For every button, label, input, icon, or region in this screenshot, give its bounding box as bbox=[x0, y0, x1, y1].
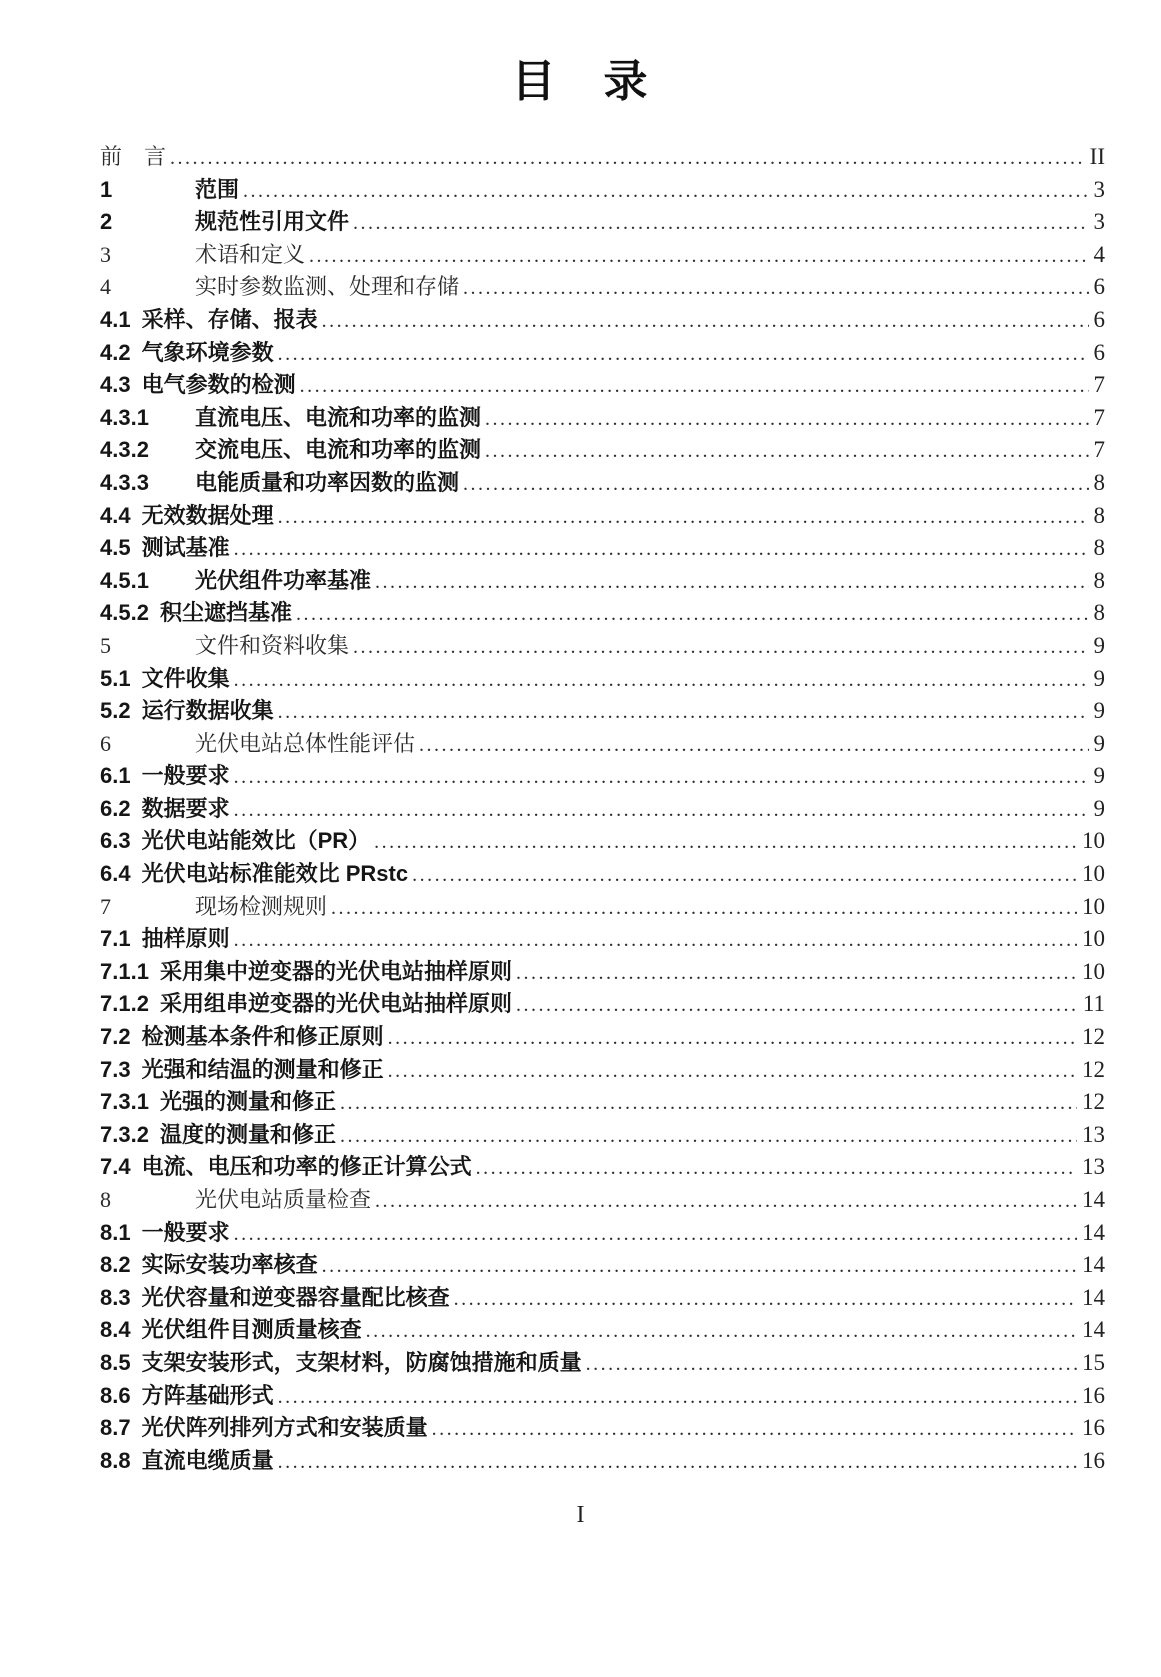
toc-entry bbox=[100, 1217, 1105, 1250]
entry-number: 3 bbox=[100, 241, 111, 267]
entry-page-number: 4 bbox=[1093, 241, 1105, 267]
entry-title: 数据要求 bbox=[141, 795, 230, 821]
entry-number: 8.1 bbox=[100, 1219, 131, 1245]
entry-number: 4.5 bbox=[100, 535, 131, 561]
toc-entry bbox=[100, 956, 1105, 989]
entry-title: 一般要求 bbox=[141, 763, 230, 789]
entry-number: 6.2 bbox=[100, 795, 131, 821]
entry-page-number: 10 bbox=[1082, 958, 1105, 984]
entry-number: 4.4 bbox=[100, 502, 131, 528]
toc-entry bbox=[100, 1086, 1105, 1119]
entry-title: 现场检测规则 bbox=[195, 893, 328, 919]
dot-leader bbox=[353, 631, 1088, 664]
toc-entry bbox=[100, 1314, 1105, 1347]
dot-leader bbox=[300, 370, 1089, 403]
entry-page-number: 6 bbox=[1093, 274, 1105, 300]
entry-number: 5 bbox=[100, 632, 111, 658]
entry-number: 8.7 bbox=[100, 1415, 131, 1441]
entry-title: 电气参数的检测 bbox=[141, 372, 296, 398]
dot-leader bbox=[366, 1315, 1077, 1348]
toc-entry bbox=[100, 760, 1105, 793]
entry-page-number: 11 bbox=[1082, 991, 1105, 1017]
entry-page-number: 7 bbox=[1093, 372, 1105, 398]
entry-page-number: 8 bbox=[1093, 469, 1105, 495]
entry-title: 实时参数监测、处理和存储 bbox=[195, 274, 460, 300]
dot-leader bbox=[278, 501, 1089, 534]
toc-entry bbox=[100, 1282, 1105, 1315]
page-number-footer: I bbox=[576, 1502, 585, 1528]
entry-page-number: 9 bbox=[1093, 730, 1105, 756]
toc-list bbox=[100, 141, 1105, 1477]
toc-entry bbox=[100, 174, 1105, 207]
entry-page-number: 8 bbox=[1093, 567, 1105, 593]
entry-number: 4.3.3 bbox=[100, 469, 149, 495]
entry-number: 5.1 bbox=[100, 665, 131, 691]
entry-page-number: 15 bbox=[1082, 1349, 1105, 1375]
entry-number: 4.3.2 bbox=[100, 437, 149, 463]
dot-leader bbox=[322, 1250, 1077, 1283]
toc-entry bbox=[100, 1412, 1105, 1445]
dot-leader bbox=[374, 826, 1077, 859]
toc-entry bbox=[100, 271, 1105, 304]
entry-number: 7.2 bbox=[100, 1024, 131, 1050]
entry-title: 前 言 bbox=[100, 144, 167, 169]
toc-title: 目 录 bbox=[511, 57, 650, 106]
toc-entry bbox=[100, 793, 1105, 826]
entry-number: 7.1.2 bbox=[100, 991, 149, 1017]
entry-title: 光伏容量和逆变器容量配比核查 bbox=[141, 1284, 450, 1310]
toc-entry bbox=[100, 434, 1105, 467]
dot-leader bbox=[516, 957, 1077, 990]
entry-title: 气象环境参数 bbox=[141, 339, 274, 365]
dot-leader bbox=[485, 403, 1088, 436]
entry-page-number: 3 bbox=[1093, 176, 1105, 202]
dot-leader bbox=[309, 240, 1088, 273]
dot-leader bbox=[375, 566, 1088, 599]
dot-leader bbox=[463, 468, 1088, 501]
entry-number: 4.2 bbox=[100, 339, 131, 365]
entry-page-number: 10 bbox=[1082, 828, 1105, 854]
dot-leader bbox=[234, 761, 1089, 794]
entry-page-number: 6 bbox=[1093, 339, 1105, 365]
dot-leader bbox=[516, 989, 1078, 1022]
toc-entry bbox=[100, 467, 1105, 500]
entry-title: 积尘遮挡基准 bbox=[159, 600, 292, 626]
toc-entry bbox=[100, 1151, 1105, 1184]
toc-entry bbox=[100, 825, 1105, 858]
entry-number: 6 bbox=[100, 730, 111, 756]
entry-title: 无效数据处理 bbox=[141, 502, 274, 528]
dot-leader bbox=[234, 924, 1077, 957]
entry-page-number: 7 bbox=[1093, 437, 1105, 463]
entry-number: 7.3.2 bbox=[100, 1121, 149, 1147]
toc-entry bbox=[100, 1249, 1105, 1282]
dot-leader bbox=[234, 533, 1089, 566]
toc-entry bbox=[100, 565, 1105, 598]
dot-leader bbox=[485, 435, 1088, 468]
entry-title: 直流电压、电流和功率的监测 bbox=[195, 404, 482, 430]
dot-leader bbox=[476, 1152, 1077, 1185]
entry-title: 测试基准 bbox=[141, 535, 230, 561]
entry-page-number: 9 bbox=[1093, 632, 1105, 658]
entry-title: 光伏阵列排列方式和安装质量 bbox=[141, 1415, 428, 1441]
dot-leader bbox=[454, 1283, 1077, 1316]
toc-entry bbox=[100, 239, 1105, 272]
dot-leader bbox=[234, 664, 1089, 697]
entry-number: 2 bbox=[100, 209, 113, 235]
entry-page-number: 12 bbox=[1082, 1056, 1105, 1082]
entry-page-number: 8 bbox=[1093, 502, 1105, 528]
toc-entry bbox=[100, 1021, 1105, 1054]
toc-entry bbox=[100, 304, 1105, 337]
entry-page-number: 14 bbox=[1082, 1219, 1105, 1245]
entry-number: 8 bbox=[100, 1187, 111, 1212]
entry-page-number: 16 bbox=[1082, 1382, 1105, 1408]
entry-title: 范围 bbox=[195, 176, 240, 202]
entry-page-number: 10 bbox=[1082, 893, 1105, 919]
entry-page-number: 7 bbox=[1093, 404, 1105, 430]
toc-entry bbox=[100, 1347, 1105, 1380]
entry-title: 运行数据收集 bbox=[141, 698, 274, 724]
entry-title: 直流电缆质量 bbox=[141, 1447, 274, 1473]
entry-number: 4 bbox=[100, 274, 111, 300]
toc-entry bbox=[100, 500, 1105, 533]
dot-leader bbox=[463, 272, 1088, 305]
entry-title: 规范性引用文件 bbox=[195, 209, 350, 235]
entry-page-number: 13 bbox=[1082, 1121, 1105, 1147]
entry-number: 6.3 bbox=[100, 828, 131, 854]
entry-page-number: 9 bbox=[1093, 795, 1105, 821]
entry-title: 采用集中逆变器的光伏电站抽样原则 bbox=[159, 958, 512, 984]
dot-leader bbox=[322, 305, 1089, 338]
entry-number: 7.1.1 bbox=[100, 958, 149, 984]
entry-title: 电流、电压和功率的修正计算公式 bbox=[141, 1154, 472, 1180]
entry-number: 8.5 bbox=[100, 1349, 131, 1375]
entry-number: 7.3.1 bbox=[100, 1089, 149, 1115]
entry-title: 光强的测量和修正 bbox=[159, 1089, 336, 1115]
dot-leader bbox=[340, 1120, 1077, 1153]
dot-leader bbox=[586, 1348, 1077, 1381]
entry-number: 8.6 bbox=[100, 1382, 131, 1408]
entry-page-number: 9 bbox=[1093, 763, 1105, 789]
entry-page-number: 13 bbox=[1082, 1154, 1105, 1180]
dot-leader bbox=[234, 794, 1089, 827]
toc-entry bbox=[100, 337, 1105, 370]
entry-number: 5.2 bbox=[100, 698, 131, 724]
entry-page-number: 16 bbox=[1082, 1447, 1105, 1473]
entry-number: 7.3 bbox=[100, 1056, 131, 1082]
toc-entry bbox=[100, 1184, 1105, 1217]
entry-title: 支架安装形式，支架材料，防腐蚀措施和质量 bbox=[141, 1349, 582, 1375]
entry-number: 7 bbox=[100, 893, 111, 919]
toc-entry bbox=[100, 663, 1105, 696]
dot-leader bbox=[243, 175, 1088, 208]
entry-title: 光伏电站标准能效比 PRstc bbox=[141, 861, 409, 887]
entry-title: 采样、存储、报表 bbox=[141, 306, 318, 332]
entry-page-number: II bbox=[1089, 144, 1105, 169]
entry-title: 光伏组件功率基准 bbox=[195, 567, 372, 593]
entry-title: 光伏电站质量检查 bbox=[195, 1187, 372, 1212]
entry-page-number: 14 bbox=[1082, 1252, 1105, 1278]
dot-leader bbox=[296, 598, 1089, 631]
entry-number: 8.4 bbox=[100, 1317, 131, 1343]
toc-entry bbox=[100, 728, 1105, 761]
entry-title: 文件收集 bbox=[141, 665, 230, 691]
entry-number: 7.4 bbox=[100, 1154, 131, 1180]
toc-entry bbox=[100, 630, 1105, 663]
entry-number: 6.4 bbox=[100, 861, 131, 887]
dot-leader bbox=[278, 696, 1089, 729]
entry-number: 4.3 bbox=[100, 372, 131, 398]
entry-title: 一般要求 bbox=[141, 1219, 230, 1245]
entry-title: 温度的测量和修正 bbox=[159, 1121, 336, 1147]
entry-number: 8.8 bbox=[100, 1447, 131, 1473]
entry-title: 光伏电站能效比（PR） bbox=[141, 828, 371, 854]
toc-entry bbox=[100, 141, 1105, 174]
entry-title: 文件和资料收集 bbox=[195, 632, 350, 658]
entry-number: 4.3.1 bbox=[100, 404, 149, 430]
entry-number: 8.3 bbox=[100, 1284, 131, 1310]
entry-title: 采用组串逆变器的光伏电站抽样原则 bbox=[159, 991, 512, 1017]
entry-page-number: 10 bbox=[1082, 926, 1105, 952]
toc-entry bbox=[100, 1380, 1105, 1413]
entry-title: 交流电压、电流和功率的监测 bbox=[195, 437, 482, 463]
toc-entry bbox=[100, 402, 1105, 435]
entry-number: 1 bbox=[100, 176, 113, 202]
entry-title: 光强和结温的测量和修正 bbox=[141, 1056, 384, 1082]
dot-leader bbox=[432, 1413, 1077, 1446]
toc-entry bbox=[100, 1054, 1105, 1087]
dot-leader bbox=[170, 142, 1085, 175]
entry-page-number: 3 bbox=[1093, 209, 1105, 235]
entry-page-number: 10 bbox=[1082, 861, 1105, 887]
toc-entry bbox=[100, 369, 1105, 402]
toc-entry bbox=[100, 597, 1105, 630]
toc-entry bbox=[100, 988, 1105, 1021]
entry-page-number: 8 bbox=[1093, 600, 1105, 626]
dot-leader bbox=[419, 729, 1088, 762]
toc-entry bbox=[100, 923, 1105, 956]
dot-leader bbox=[388, 1022, 1077, 1055]
dot-leader bbox=[412, 859, 1077, 892]
toc-entry bbox=[100, 1119, 1105, 1152]
dot-leader bbox=[375, 1185, 1077, 1218]
toc-entry bbox=[100, 206, 1105, 239]
entry-page-number: 9 bbox=[1093, 698, 1105, 724]
dot-leader bbox=[331, 892, 1077, 925]
toc-entry bbox=[100, 532, 1105, 565]
dot-leader bbox=[278, 1381, 1077, 1414]
dot-leader bbox=[340, 1087, 1077, 1120]
toc-entry bbox=[100, 1445, 1105, 1478]
toc-entry bbox=[100, 695, 1105, 728]
entry-page-number: 8 bbox=[1093, 535, 1105, 561]
entry-number: 7.1 bbox=[100, 926, 131, 952]
entry-title: 光伏组件目测质量核查 bbox=[141, 1317, 362, 1343]
entry-page-number: 14 bbox=[1082, 1317, 1105, 1343]
entry-title: 检测基本条件和修正原则 bbox=[141, 1024, 384, 1050]
entry-page-number: 9 bbox=[1093, 665, 1105, 691]
entry-page-number: 6 bbox=[1093, 306, 1105, 332]
entry-page-number: 14 bbox=[1082, 1284, 1105, 1310]
entry-page-number: 12 bbox=[1082, 1024, 1105, 1050]
entry-number: 4.1 bbox=[100, 306, 131, 332]
entry-title: 术语和定义 bbox=[195, 241, 306, 267]
entry-page-number: 14 bbox=[1082, 1187, 1105, 1212]
entry-title: 电能质量和功率因数的监测 bbox=[195, 469, 460, 495]
entry-page-number: 12 bbox=[1082, 1089, 1105, 1115]
entry-number: 8.2 bbox=[100, 1252, 131, 1278]
entry-title: 方阵基础形式 bbox=[141, 1382, 274, 1408]
dot-leader bbox=[278, 338, 1089, 371]
entry-page-number: 16 bbox=[1082, 1415, 1105, 1441]
dot-leader bbox=[234, 1218, 1077, 1251]
toc-entry bbox=[100, 858, 1105, 891]
entry-number: 4.5.2 bbox=[100, 600, 149, 626]
entry-title: 抽样原则 bbox=[141, 926, 230, 952]
entry-title: 光伏电站总体性能评估 bbox=[195, 730, 416, 756]
entry-number: 6.1 bbox=[100, 763, 131, 789]
dot-leader bbox=[353, 207, 1088, 240]
entry-number: 4.5.1 bbox=[100, 567, 149, 593]
dot-leader bbox=[278, 1446, 1077, 1479]
entry-title: 实际安装功率核查 bbox=[141, 1252, 318, 1278]
toc-entry bbox=[100, 891, 1105, 924]
dot-leader bbox=[388, 1055, 1077, 1088]
